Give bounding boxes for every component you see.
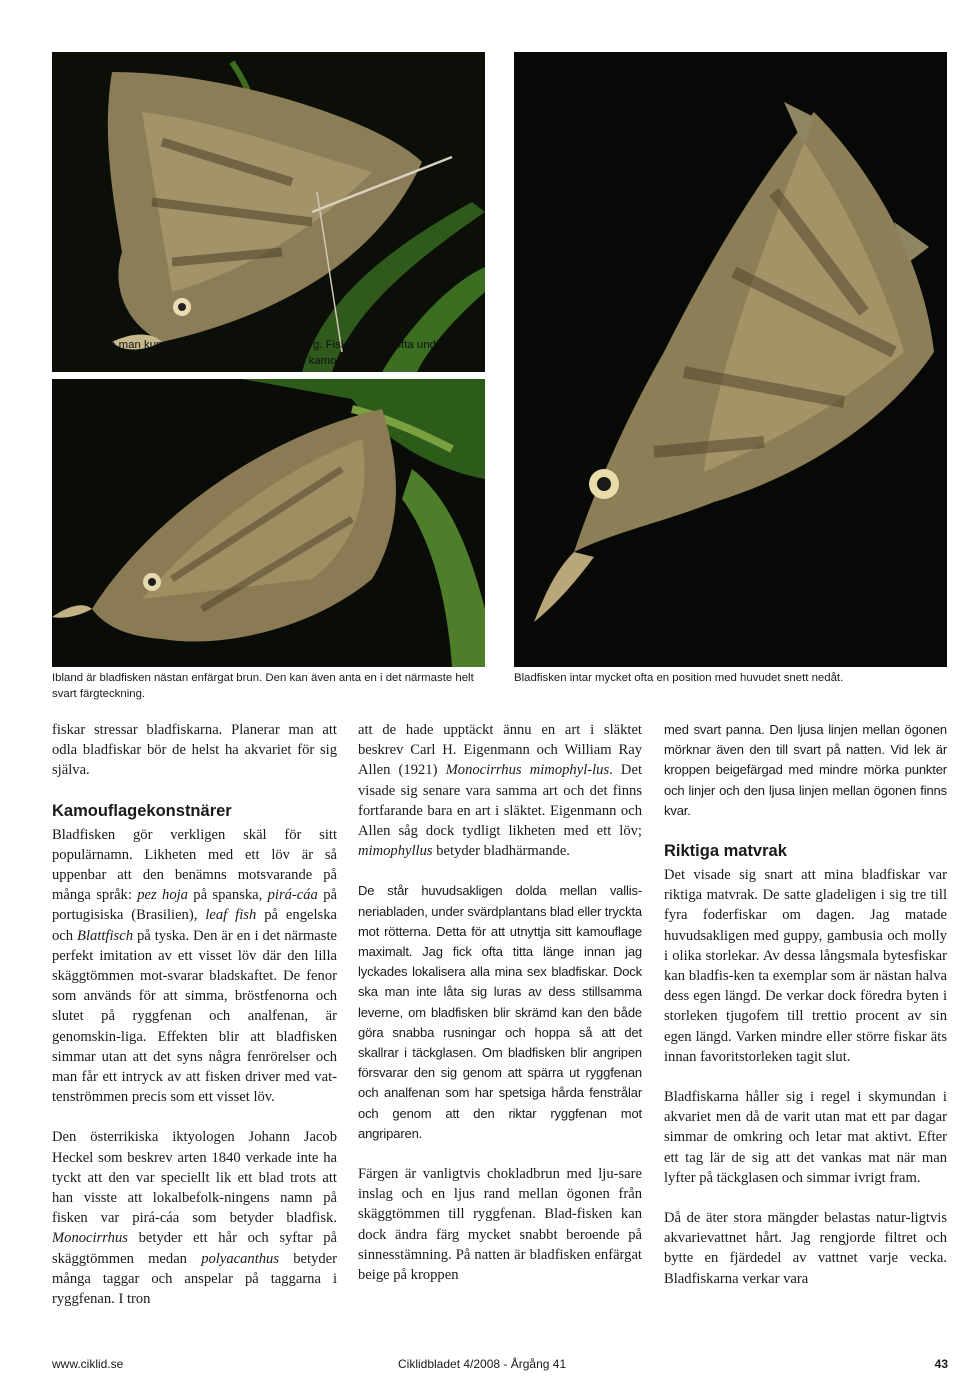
- paragraph: fiskar stressar bladfiskarna. Planerar man att odla bladfiskar bör de helst ha akvariet för sig själva.: [52, 722, 337, 779]
- text-column-3: [664, 720, 947, 1309]
- paragraph: Bladfiskarna håller sig i regel i skymundan i akvariet men då de varit utan mat ett par dagar simmar de omkring och letar mat aktivt. Efter ett tag lär de sig att det vankas mat när man lyfter på täckglasen och simmar ivrigt fram.: [664, 1089, 947, 1186]
- paragraph: De står huvudsakligen dolda mellan vallis-neriabladen, under svärdplantans blad eller tryckta mot rötterna. Detta för att utnyttja sitt kamouflage maximalt. Jag fick ofta titta länge innan jag lyckades lokalisera alla mina sex bladfiskar. Dock ska man inte låta sig luras av dess stillsamma leverne, om bladfisken blir skrämd kan den både göra snabba rusningar och hoppa så att det skallrar i täckglasen. Om bladfisken blir angripen försvarar den sig genom att spärra ut ryggfenan och analfenan som har spetsiga hårda fenstrålar och genom att den riktar ryggfenan mot angriparen.: [358, 883, 642, 1141]
- text-column-1: [52, 720, 337, 1329]
- text-column-2: [358, 720, 642, 1305]
- paragraph: Då de äter stora mängder belastas natur-ligtvis akvarievattnet hårt. Jag rengjorde filtret och bytte en fjärdedel av vattnet varje vecka. Bladfiskarna verkar vara: [664, 1210, 947, 1287]
- photo-caption: Detta skulle man kunna kalla bladfiskens normalfärg. Fiskarna står ofta under eller intill en växt eller rot, antagligen för att vara bättre kamouflerade.: [56, 339, 471, 367]
- section-heading: Riktiga matvrak: [664, 842, 787, 861]
- paragraph: Bladfisken gör verkligen skäl för sitt populärnamn. Likheten med ett löv är så uppenbar att den benämns motsvarande på många språk: pez hoja på spanska, pirá-cáa på portugisiska (Brasilien), leaf fish på engelska och Blattfisch på tyska. Den är en i det närmaste perfekt imitation av ett visset löv där den lilla skäggtömmen mot-svarar bladskaftet. De fenor som används för att simma, bröstfenorna och slutet på ryggfenan och analfenan, är genomskin-liga. Effekten blir att bladfisken simmar utan att det syns några fenrörelser och man får ett intryck av att fisken driver med vat-tenströmmen precis som ett visset löv.: [52, 826, 337, 1106]
- footer-issue: Ciklidbladet 4/2008 - Årgång 41: [398, 1357, 567, 1371]
- paragraph: Det visade sig snart att mina bladfiskar var riktiga matvrak. De satte gladeligen i sig tre till fyra foderfiskar om dagen. Jag matade huvudsakligen med guppy, gambusia och molly i olika storlekar. Av dessa långsmala bytesfiskar kan bladfis-ken ta exemplar som är nästan halva dess egen längd. De verkar dock föredra byten i storleken tjugofem till trettio procent av sin egen längd. Varken mindre eller större fiskar äts innan favoritstorleken tagit slut.: [664, 867, 947, 1065]
- footer-page-number: 43: [934, 1357, 948, 1371]
- photo-caption: Ibland är bladfisken nästan enfärgat brun. Den kan även anta en i det närmaste helt svart färgteckning.: [52, 672, 474, 700]
- photo-caption: Bladfisken intar mycket ofta en position med huvudet snett nedåt.: [514, 672, 844, 684]
- paragraph: Färgen är vanligtvis chokladbrun med lju-sare inslag och en ljus rand mellan ögonen från skäggtömmen till ryggfenan. Blad-fisken kan dock ändra färg mycket snabbt beroende på sinnesstämning. På natten är bladfisken enfärgat beige på kroppen: [358, 1166, 642, 1284]
- photo-leaffish-head-down: [514, 52, 947, 667]
- photo-leaffish-normal-color: [52, 52, 485, 372]
- section-heading: Kamouflagekonstnärer: [52, 801, 232, 820]
- footer-site: www.ciklid.se: [52, 1357, 124, 1371]
- paragraph: Den österrikiska iktyologen Johann Jacob Heckel som beskrev arten 1840 verkade inte ha tyckt att den var speciellt lik ett blad trots att han visste att lokalbefolk-ningens namn på fisken var pirá-cáa som betyder bladfisk. Monocirrhus betyder ett hår och syftar på skäggtömmen medan polyacanthus betyder många taggar och anspelar på taggarna i ryggfenan. I tron: [52, 1129, 337, 1308]
- paragraph: med svart panna. Den ljusa linjen mellan ögonen mörknar även den till svart på natten. Vid lek är kroppen beigefärgad med mindre mörka punkter och linjer och den ljusa linjen mellan ögonen finns kvar.: [664, 722, 947, 818]
- photo-leaffish-brown: [52, 379, 485, 667]
- paragraph: att de hade upptäckt ännu en art i släktet beskrev Carl H. Eigenmann och William Ray Allen (1921) Monocirrhus mimophyl-lus. Det visade sig senare vara samma art och det finns fortfarande bara en art i släktet. Eigenmann och Allen såg dock tydligt likheten med ett löv; mimophyllus betyder bladhärmande.: [358, 722, 642, 860]
